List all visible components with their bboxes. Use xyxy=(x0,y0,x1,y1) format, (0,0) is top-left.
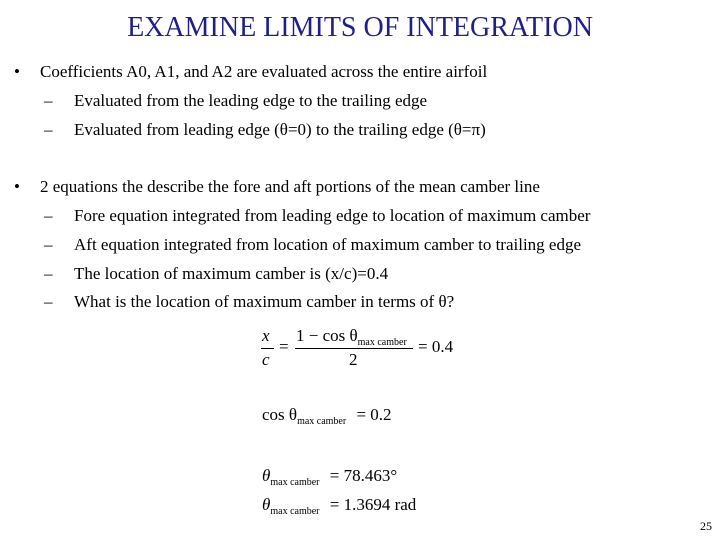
sub-bullet-text: What is the location of maximum camber in terms of θ? xyxy=(74,292,455,311)
sub-bullet-text: Evaluated from the leading edge to the trailing edge xyxy=(74,91,428,110)
eq1-lhs-numerator: x xyxy=(262,326,270,345)
sub-bullet xyxy=(44,264,388,284)
sub-bullet-marker: – xyxy=(44,292,53,311)
sub-bullet-marker: – xyxy=(44,264,53,283)
sub-bullet xyxy=(44,206,590,226)
eq1-lhs-denominator: c xyxy=(262,350,270,369)
bullet-text: 2 equations the describe the fore and aft portions of the mean camber line xyxy=(40,177,540,196)
sub-bullet-text: Fore equation integrated from leading edge to location of maximum camber xyxy=(74,206,591,225)
sub-bullet-marker: – xyxy=(44,235,53,254)
slide-title: EXAMINE LIMITS OF INTEGRATION xyxy=(127,12,593,43)
eq1-result: = 0.4 xyxy=(418,337,454,356)
bullet-marker: • xyxy=(14,62,20,81)
sub-bullet xyxy=(44,292,454,312)
sub-bullet-text: Evaluated from leading edge (θ=0) to the trailing edge (θ=π) xyxy=(74,120,486,139)
eq1-rhs-numerator-text: 1 − cos θ xyxy=(296,326,358,345)
equation-theta-degrees xyxy=(262,466,397,488)
bullet-equations xyxy=(14,177,540,197)
eq4-variable: θ xyxy=(262,495,271,514)
sub-bullet-text: Aft equation integrated from location of maximum camber to trailing edge xyxy=(74,235,582,254)
sub-bullet-marker: – xyxy=(44,206,53,225)
eq1-rhs-numerator xyxy=(296,326,407,348)
eq4-result: = 1.3694 rad xyxy=(329,495,417,514)
eq2-result: = 0.2 xyxy=(356,405,392,424)
page-number: 25 xyxy=(700,519,712,533)
eq1-subscript: max camber xyxy=(357,337,407,348)
eq1-rhs-denominator: 2 xyxy=(349,350,358,369)
eq3-variable: θ xyxy=(262,466,271,485)
equation-theta-radians xyxy=(262,495,416,517)
bullet-text: Coefficients A0, A1, and A2 are evaluated across the entire airfoil xyxy=(40,62,488,81)
sub-bullet-marker: – xyxy=(44,120,53,139)
bullet-marker: • xyxy=(14,177,20,196)
sub-bullet-marker: – xyxy=(44,91,53,110)
eq3-result: = 78.463° xyxy=(329,466,398,485)
eq1-equals: = xyxy=(279,337,289,356)
eq2-function: cos θ xyxy=(262,405,298,424)
eq1-lhs-fraction-bar xyxy=(261,348,274,349)
eq2-subscript: max camber xyxy=(297,416,347,427)
sub-bullet xyxy=(44,235,581,255)
eq3-subscript: max camber xyxy=(270,477,320,488)
sub-bullet xyxy=(44,120,486,140)
sub-bullet xyxy=(44,91,427,111)
bullet-coefficients xyxy=(14,62,487,82)
eq1-rhs-fraction-bar xyxy=(295,348,413,349)
eq4-subscript: max camber xyxy=(270,506,320,517)
equation-cos-theta xyxy=(262,405,392,427)
sub-bullet-text: The location of maximum camber is (x/c)=0.4 xyxy=(74,264,389,283)
